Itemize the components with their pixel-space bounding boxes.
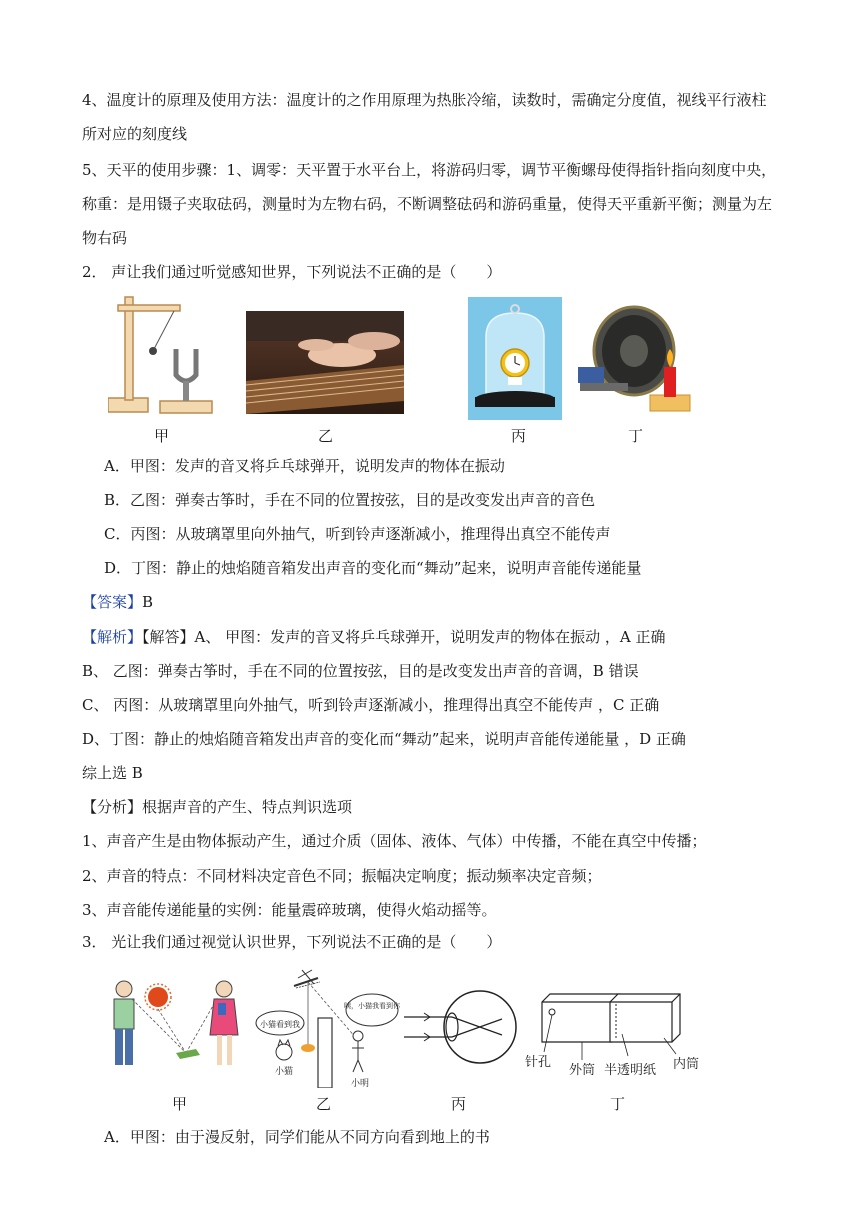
- q2-option-d: D．丁图：静止的烛焰随音箱发出声音的变化而“舞动”起来，说明声音能传递能量: [104, 559, 642, 577]
- pinhole-label: 针孔: [524, 1055, 552, 1070]
- q2-caption-yi: 乙: [318, 427, 334, 445]
- q2-option-c: C．丙图：从玻璃罩里向外抽气，听到铃声逐渐减小，推理得出真空不能传声: [104, 525, 611, 543]
- q2-analysis-first: [82, 627, 666, 647]
- text-line-5: 物右码: [82, 229, 128, 247]
- bell-jar-figure: [468, 297, 562, 420]
- inner-tube-label: 内筒: [672, 1057, 700, 1072]
- q2-analysis-line: D、丁图：静止的烛焰随音箱发出声音的变化而“舞动”起来，说明声音能传递能量 ，D 正确: [82, 730, 686, 748]
- text-line-1: 4、温度计的原理及使用方法：温度计的之作用原理为热胀冷缩，读数时，需确定分度值，视线平行液柱: [82, 91, 767, 109]
- tuning-fork-figure: [108, 293, 214, 415]
- q2-analysis-line: 2、声音的特点：不同材料决定音色不同；振幅决定响度；振动频率决定音频；: [82, 867, 602, 885]
- q2-caption-bing: 丙: [511, 427, 527, 445]
- text-line-3: 5、天平的使用步骤：1、调零：天平置于水平台上，将游码归零，调节平衡螺母使得指针指向刻度中央，: [82, 161, 777, 179]
- diffuse-reflection-figure: [106, 975, 246, 1091]
- paper-label: 半透明纸: [603, 1063, 657, 1078]
- q2-analysis-line: 1、声音产生是由物体振动产生，通过介质（固体、液体、气体）中传播，不能在真空中传播；: [82, 832, 707, 850]
- q2-caption-jia: 甲: [154, 427, 170, 445]
- q2-analysis-line: 【分析】根据声音的产生、特点判识选项: [82, 798, 353, 816]
- answer-tag: 【答案】: [82, 593, 143, 611]
- q2-stem: 2． 声让我们通过听觉感知世界，下列说法不正确的是（ ）: [82, 263, 502, 281]
- text-line-4: 称重：是用镊子夹取砝码，测量时为左物右码，不断调整砝码和游码重量，使得天平重新平衡；测量为左: [82, 195, 773, 213]
- q3-caption-bing: 丙: [451, 1095, 467, 1113]
- text-line-2: 所对应的刻度线: [82, 125, 188, 143]
- q2-analysis-line: 3、声音能传递能量的实例：能量震碎玻璃，使得火焰动摇等。: [82, 901, 497, 919]
- q2-analysis-line: C、 丙图：从玻璃罩里向外抽气，听到铃声逐渐减小，推理得出真空不能传声 ，C 正确: [82, 696, 660, 714]
- q2-option-b: B．乙图：弹奏古筝时，手在不同的位置按弦，目的是改变发出声音的音色: [104, 491, 596, 509]
- q2-option-a: A．甲图：发声的音叉将乒乓球弹开，说明发声的物体在振动: [104, 457, 505, 475]
- q2-analysis-line: B、 乙图：弹奏古筝时，手在不同的位置按弦，目的是改变发出声音的音调，B 错误: [82, 662, 639, 680]
- guzheng-photo: [246, 311, 404, 414]
- periscope-figure: [252, 968, 402, 1088]
- bubble-kid-text: 咦，小猫我看到你: [344, 1002, 400, 1010]
- q3-stem: 3． 光让我们通过视觉认识世界，下列说法不正确的是（ ）: [82, 933, 502, 951]
- eye-diagram-figure: [404, 985, 520, 1071]
- q3-option-a: A．甲图：由于漫反射，同学们能从不同方向看到地上的书: [104, 1128, 490, 1146]
- q3-caption-ding: 丁: [610, 1095, 626, 1113]
- q3-caption-jia: 甲: [172, 1095, 188, 1113]
- q2-analysis-line: 综上选 B: [82, 764, 143, 782]
- cat-label: 小猫: [274, 1067, 294, 1077]
- analysis-tag: 【解析】: [82, 628, 143, 646]
- analysis-first-text: 【解答】A、 甲图：发声的音叉将乒乓球弹开，说明发声的物体在振动 ，A 正确: [142, 628, 666, 646]
- q2-answer: [82, 592, 153, 612]
- bubble-cat-text: 小猫看到我: [260, 1020, 300, 1029]
- q2-caption-ding: 丁: [628, 427, 644, 445]
- answer-value: B: [142, 593, 154, 611]
- outer-tube-label: 外筒: [568, 1063, 596, 1078]
- speaker-candle-figure: [576, 303, 694, 413]
- pinhole-camera-figure: [524, 990, 714, 1082]
- q3-caption-yi: 乙: [316, 1095, 332, 1113]
- kid-label: 小明: [350, 1079, 370, 1088]
